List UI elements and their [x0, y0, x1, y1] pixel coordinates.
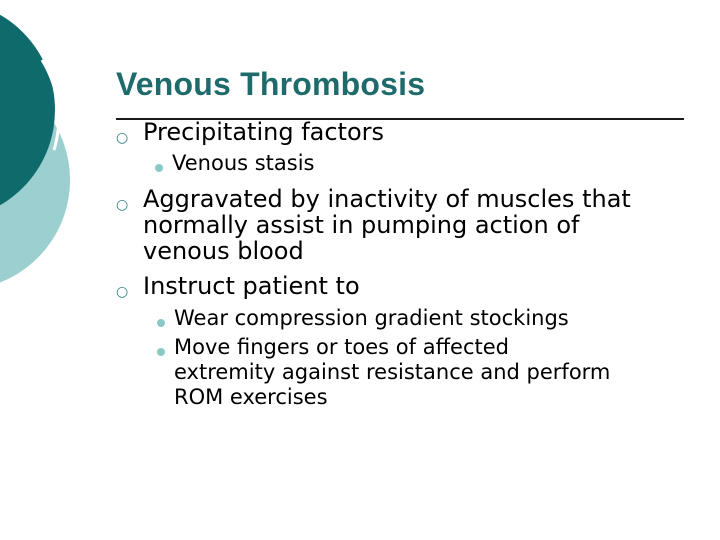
circle-outline-bullet-icon: ○ [116, 130, 129, 146]
bullet-text: Precipitating factors [143, 118, 385, 146]
sub-bullet-text: Move fingers or toes of affected extremity against resistance and perform ROM exercises [174, 335, 611, 409]
circle-outline-bullet-icon: ○ [116, 197, 129, 213]
bullet-text: Aggravated by inactivity of muscles that normally assist in pumping action of venous blood [143, 185, 631, 265]
bullet-text: Instruct patient to [143, 272, 360, 300]
sub-bullet-text: Venous stasis [172, 151, 315, 175]
filled-dot-bullet-icon [157, 319, 165, 327]
filled-dot-bullet-icon [157, 348, 165, 356]
circle-outline-bullet-icon: ○ [116, 284, 129, 300]
slide-title: Venous Thrombosis [116, 66, 426, 102]
filled-dot-bullet-icon [155, 164, 163, 172]
sub-bullet-text: Wear compression gradient stockings [174, 306, 569, 330]
